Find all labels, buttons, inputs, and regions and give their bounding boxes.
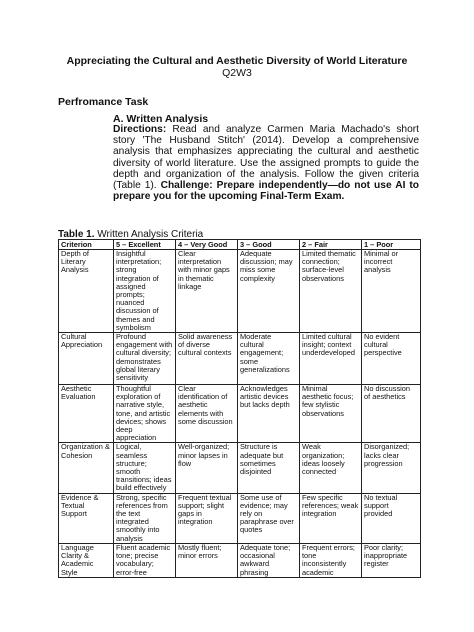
table-cell: Moderate cultural engagement; some generalizations <box>238 333 300 385</box>
directions-label: Directions: <box>113 124 167 135</box>
table-cell: Limited cultural insight; context underdeveloped <box>300 333 362 385</box>
table-cell: Logical, seamless structure; smooth transitions; ideas build effectively <box>114 443 176 493</box>
table-row <box>59 333 421 385</box>
table-cell: Few specific references; weak integration <box>300 493 362 543</box>
table-cell: Frequent errors; tone inconsistently academic <box>300 543 362 577</box>
directions-text: Read and analyze Carmen Maria Machado's short story 'The Husband Stitch' (2014). Develop a comprehensive analysis that emphasizes appreciating the cultural and aesthetic diversity of world literature. Use the assigned prompts to guide the depth and organization of the analysis. Follow the given criteria (Table 1). <box>113 124 419 192</box>
table-cell: Strong, specific references from the text integrated smoothly into analysis <box>114 493 176 543</box>
table-cell: Weak organization; ideas loosely connected <box>300 443 362 493</box>
challenge-text: Challenge: Prepare independently—do not use AI to prepare you for the upcoming Final-Term Exam. <box>113 180 419 203</box>
table-row <box>59 385 421 443</box>
table-cell: Well-organized; minor lapses in flow <box>176 443 238 493</box>
table-caption-text: Written Analysis Criteria <box>94 229 204 240</box>
table-cell: Adequate discussion; may miss some complexity <box>238 250 300 333</box>
table-cell: Acknowledges artistic devices but lacks depth <box>238 385 300 443</box>
table-caption-label: Table 1. <box>58 229 95 240</box>
task-heading: Perfromance Task <box>58 96 149 108</box>
header-poor: 1 – Poor <box>362 240 421 250</box>
header-very-good: 4 – Very Good <box>176 240 238 250</box>
table-cell: Solid awareness of diverse cultural contexts <box>176 333 238 385</box>
document-subtitle: Q2W3 <box>222 67 252 79</box>
table-header-row <box>59 240 421 250</box>
table-cell: Some use of evidence; may rely on paraphrase over quotes <box>238 493 300 543</box>
table-cell: Aesthetic Evaluation <box>59 385 114 443</box>
table-row <box>59 543 421 577</box>
table-cell: Profound engagement with cultural diversity; demonstrates global literary sensitivity <box>114 333 176 385</box>
table-cell: Limited thematic connection; surface-level observations <box>300 250 362 333</box>
table-cell: Depth of Literary Analysis <box>59 250 114 333</box>
table-cell: No discussion of aesthetics <box>362 385 421 443</box>
table-cell: Clear interpretation with minor gaps in thematic linkage <box>176 250 238 333</box>
table-cell: No textual support provided <box>362 493 421 543</box>
table-cell: Clear identification of aesthetic elements with some discussion <box>176 385 238 443</box>
table-cell: Minimal aesthetic focus; few stylistic observations <box>300 385 362 443</box>
table-row <box>59 443 421 493</box>
criteria-table <box>58 239 421 578</box>
table-cell: Structure is adequate but sometimes disjointed <box>238 443 300 493</box>
table-cell: Disorganized; lacks clear progression <box>362 443 421 493</box>
table-cell: Thoughtful exploration of narrative style, tone, and artistic devices; shows deep appreciation <box>114 385 176 443</box>
table-row <box>59 250 421 333</box>
header-fair: 2 – Fair <box>300 240 362 250</box>
table-cell: Cultural Appreciation <box>59 333 114 385</box>
header-good: 3 – Good <box>238 240 300 250</box>
document-title: Appreciating the Cultural and Aesthetic Diversity of World Literature <box>66 55 408 67</box>
section-heading: A. Written Analysis <box>113 113 209 125</box>
table-cell: Mostly fluent; minor errors <box>176 543 238 577</box>
header-excellent: 5 – Excellent <box>114 240 176 250</box>
header-criterion: Criterion <box>59 240 114 250</box>
table-row <box>59 493 421 543</box>
table-cell: Frequent textual support; slight gaps in integration <box>176 493 238 543</box>
table-cell: Fluent academic tone; precise vocabulary; error-free <box>114 543 176 577</box>
directions-paragraph <box>113 124 419 202</box>
table-cell: Adequate tone; occasional awkward phrasing <box>238 543 300 577</box>
table-cell: Minimal or incorrect analysis <box>362 250 421 333</box>
table-cell: Evidence & Textual Support <box>59 493 114 543</box>
table-cell: Insightful interpretation; strong integration of assigned prompts; nuanced discussion of themes and symbolism <box>114 250 176 333</box>
table-cell: Organization & Cohesion <box>59 443 114 493</box>
table-cell: Language Clarity & Academic Style <box>59 543 114 577</box>
table-cell: Poor clarity; inappropriate register <box>362 543 421 577</box>
table-cell: No evident cultural perspective <box>362 333 421 385</box>
